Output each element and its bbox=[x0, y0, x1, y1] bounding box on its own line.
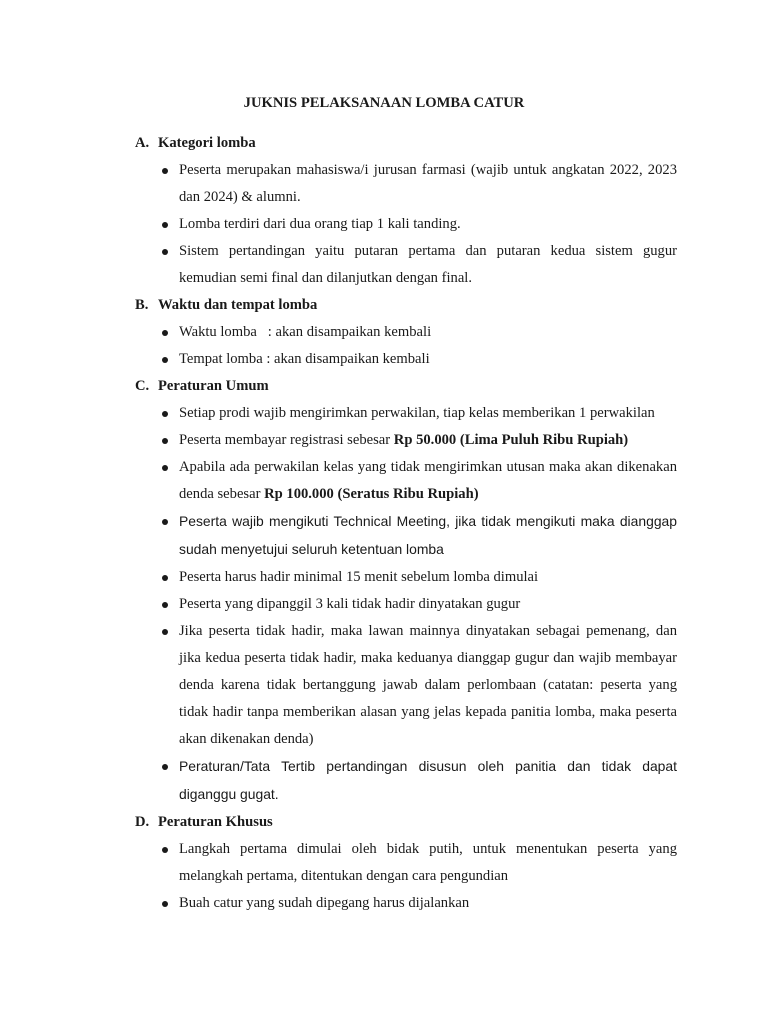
list-item bbox=[135, 508, 677, 564]
section-letter: C. bbox=[135, 378, 150, 394]
section-waktu-tempat bbox=[135, 292, 677, 373]
document-title: JUKNIS PELAKSANAAN LOMBA CATUR bbox=[243, 95, 525, 111]
bullet-icon bbox=[162, 249, 168, 255]
bullet-icon bbox=[162, 519, 168, 525]
list-item bbox=[135, 238, 677, 292]
bullet-icon bbox=[162, 357, 168, 363]
bullet-icon bbox=[162, 465, 168, 471]
list-item bbox=[135, 564, 677, 591]
bullet-list bbox=[135, 157, 677, 292]
section-heading bbox=[135, 373, 677, 400]
bullet-icon bbox=[162, 847, 168, 853]
list-item bbox=[135, 346, 677, 373]
list-item-text: Apabila ada perwakilan kelas yang tidak mengirimkan utusan maka akan dikenakan denda sebesar bbox=[179, 459, 677, 502]
list-item-text: Lomba terdiri dari dua orang tiap 1 kali tanding. bbox=[179, 216, 461, 232]
list-item-text: Langkah pertama dimulai oleh bidak putih, untuk menentukan peserta yang melangkah pertama, ditentukan dengan cara pengundian bbox=[179, 841, 677, 884]
list-item bbox=[135, 454, 677, 508]
list-item-text: Peserta merupakan mahasiswa/i jurusan farmasi (wajib untuk angkatan 2022, 2023 dan 2024) & alumni. bbox=[179, 162, 677, 205]
section-title: Kategori lomba bbox=[158, 135, 256, 151]
list-item-text: Sistem pertandingan yaitu putaran pertama dan putaran kedua sistem gugur kemudian semi final dan dilanjutkan dengan final. bbox=[179, 243, 677, 286]
document-body bbox=[135, 130, 677, 917]
list-item bbox=[135, 319, 677, 346]
list-item-text: Peserta membayar registrasi sebesar bbox=[179, 432, 394, 448]
list-item bbox=[135, 211, 677, 238]
fine-amount: Rp 100.000 (Seratus Ribu Rupiah) bbox=[264, 486, 479, 502]
bullet-icon bbox=[162, 222, 168, 228]
list-item-text: Peraturan/Tata Tertib pertandingan disusun oleh panitia dan tidak dapat diganggu gugat. bbox=[179, 758, 677, 802]
list-item-text: Buah catur yang sudah dipegang harus dijalankan bbox=[179, 895, 470, 911]
section-title: Peraturan Khusus bbox=[158, 814, 273, 830]
list-item bbox=[135, 157, 677, 211]
bullet-icon bbox=[162, 901, 168, 907]
bullet-icon bbox=[162, 575, 168, 581]
bullet-icon bbox=[162, 602, 168, 608]
section-title: Waktu dan tempat lomba bbox=[158, 297, 318, 313]
list-item-text: Tempat lomba : akan disampaikan kembali bbox=[179, 351, 430, 367]
bullet-list bbox=[135, 400, 677, 809]
section-letter: D. bbox=[135, 814, 150, 830]
bullet-icon bbox=[162, 168, 168, 174]
list-item bbox=[135, 427, 677, 454]
list-item bbox=[135, 890, 677, 917]
section-heading bbox=[135, 809, 677, 836]
section-heading bbox=[135, 292, 677, 319]
section-letter: A. bbox=[135, 135, 150, 151]
section-kategori-lomba bbox=[135, 130, 677, 292]
section-letter: B. bbox=[135, 297, 149, 313]
bullet-icon bbox=[162, 629, 168, 635]
bullet-icon bbox=[162, 764, 168, 770]
section-title: Peraturan Umum bbox=[158, 378, 269, 394]
bullet-list bbox=[135, 836, 677, 917]
section-peraturan-khusus bbox=[135, 809, 677, 917]
bullet-icon bbox=[162, 330, 168, 336]
bullet-list bbox=[135, 319, 677, 373]
list-item-text: Peserta yang dipanggil 3 kali tidak hadir dinyatakan gugur bbox=[179, 596, 521, 612]
list-item-text: Jika peserta tidak hadir, maka lawan mainnya dinyatakan sebagai pemenang, dan jika kedua peserta tidak hadir, maka keduanya dianggap gugur dan wajib membayar denda karena tidak bertanggung jawab dalam perlombaan (catatan: peserta yang tidak hadir tanpa memberikan alasan yang jelas kepada panitia lomba, maka peserta akan dikenakan denda) bbox=[179, 623, 677, 747]
list-item bbox=[135, 591, 677, 618]
bullet-icon bbox=[162, 411, 168, 417]
list-item bbox=[135, 400, 677, 427]
list-item bbox=[135, 753, 677, 809]
fee-amount: Rp 50.000 (Lima Puluh Ribu Rupiah) bbox=[393, 432, 629, 448]
list-item-text: Peserta harus hadir minimal 15 menit sebelum lomba dimulai bbox=[179, 569, 539, 585]
bullet-icon bbox=[162, 438, 168, 444]
list-item-text: Waktu lomba : akan disampaikan kembali bbox=[179, 324, 432, 340]
section-peraturan-umum bbox=[135, 373, 677, 809]
list-item bbox=[135, 618, 677, 753]
list-item-text: Peserta wajib mengikuti Technical Meeting, jika tidak mengikuti maka dianggap sudah menyetujui seluruh ketentuan lomba bbox=[179, 513, 677, 557]
list-item bbox=[135, 836, 677, 890]
list-item-text: Setiap prodi wajib mengirimkan perwakilan, tiap kelas memberikan 1 perwakilan bbox=[179, 405, 655, 421]
section-heading bbox=[135, 130, 677, 157]
